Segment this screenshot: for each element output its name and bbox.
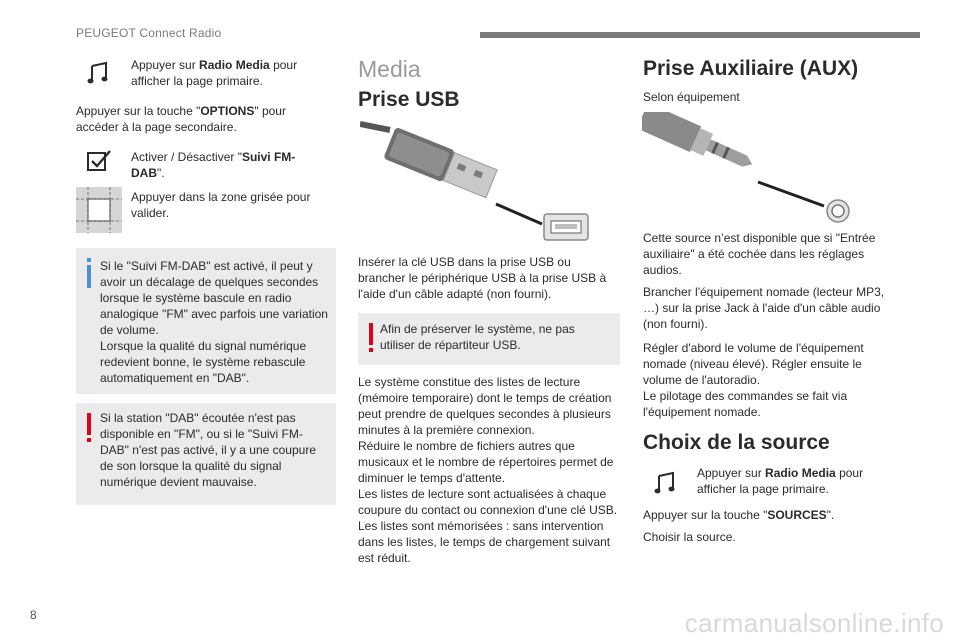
usb-warning-text: Afin de préserver le système, ne pas utiliser de répartiteur USB. xyxy=(380,322,575,352)
warning-text: Si la station "DAB" écoutée n'est pas disponible en "FM", ou si le "Suivi FM-DAB" n'est pas activé, il y a une coupure de son lorsque la qualité du signal numérique devient mauvaise. xyxy=(100,411,316,489)
page-number: 8 xyxy=(30,608,37,622)
para-sources: Appuyer sur la touche "SOURCES". xyxy=(643,508,835,522)
step-grey-zone: Appuyer dans la zone grisée pour valider. xyxy=(131,190,311,220)
para-usb-insert: Insérer la clé USB dans la prise USB ou brancher le périphérique USB à la prise USB à l'aide d'un câble adapté (non fourni). xyxy=(358,255,607,301)
step-radio-media-right: Appuyer sur Radio Media pour afficher la page primaire. xyxy=(697,466,864,496)
heading-prise-aux: Prise Auxiliaire (AUX) xyxy=(643,57,859,80)
info-icon xyxy=(85,258,93,288)
para-aux-connect: Brancher l'équipement nomade (lecteur MP3, …) sur la prise Jack à l'aide d'un câble audio (non fourni). xyxy=(643,285,885,331)
para-aux-volume: Régler d'abord le volume de l'équipement nomade (niveau élevé). Régler ensuite le volume de l'autoradio. Le pilotage des commandes se fait via l'équipement nomade. xyxy=(643,341,864,419)
music-note-icon xyxy=(653,470,679,496)
usb-cable-illustration xyxy=(360,120,592,242)
warning-box xyxy=(76,403,336,505)
grey-zone-icon xyxy=(76,187,122,233)
info-box xyxy=(76,248,336,394)
info-text: Si le "Suivi FM-DAB" est activé, il peut y avoir un décalage de quelques secondes lorsque le système bascule en radio analogique "FM" avec parfois une variation de volume. Lorsque la qualité du signal numérique redevient bonne, le système rebascule automatiquement en "DAB". xyxy=(100,259,328,385)
section-title: Media xyxy=(358,56,421,82)
para-aux-available: Cette source n’est disponible que si "Entrée auxiliaire" a été cochée dans les réglages audios. xyxy=(643,231,876,277)
checkbox-checked-icon xyxy=(87,149,113,173)
running-header: PEUGEOT Connect Radio xyxy=(76,26,222,40)
heading-choix-source: Choix de la source xyxy=(643,431,830,454)
header-bar xyxy=(480,32,920,38)
warning-icon xyxy=(85,413,93,443)
para-playlists: Le système constitue des listes de lecture (mémoire temporaire) dont le temps de création peut prendre de quelques secondes à plusieurs minutes à la première connexion. Réduire le nombre de fichiers autres que musicaux et le nombre de répertoires permet de diminuer le temps d'attente. Les listes de lecture sont actualisées à chaque coupure du contact ou connexion d'une clé USB. Les listes sont mémorisées : sans intervention dans les listes, le temps de chargement suivant est réduit. xyxy=(358,375,618,565)
step-radio-media: Appuyer sur Radio Media pour afficher la page primaire. xyxy=(131,58,298,88)
para-choose-source: Choisir la source. xyxy=(643,530,736,544)
para-options: Appuyer sur la touche "OPTIONS" pour accéder à la page secondaire. xyxy=(76,104,286,134)
heading-prise-usb: Prise USB xyxy=(358,88,460,111)
warning-icon xyxy=(367,323,375,353)
usb-warning-box xyxy=(358,313,620,365)
music-note-icon xyxy=(86,60,112,86)
step-suivi-fm-dab: Activer / Désactiver "Suivi FM-DAB". xyxy=(131,150,296,180)
subtitle-selon-equipement: Selon équipement xyxy=(643,90,740,104)
watermark: carmanualsonline.info xyxy=(684,608,944,638)
aux-jack-illustration xyxy=(642,112,852,224)
